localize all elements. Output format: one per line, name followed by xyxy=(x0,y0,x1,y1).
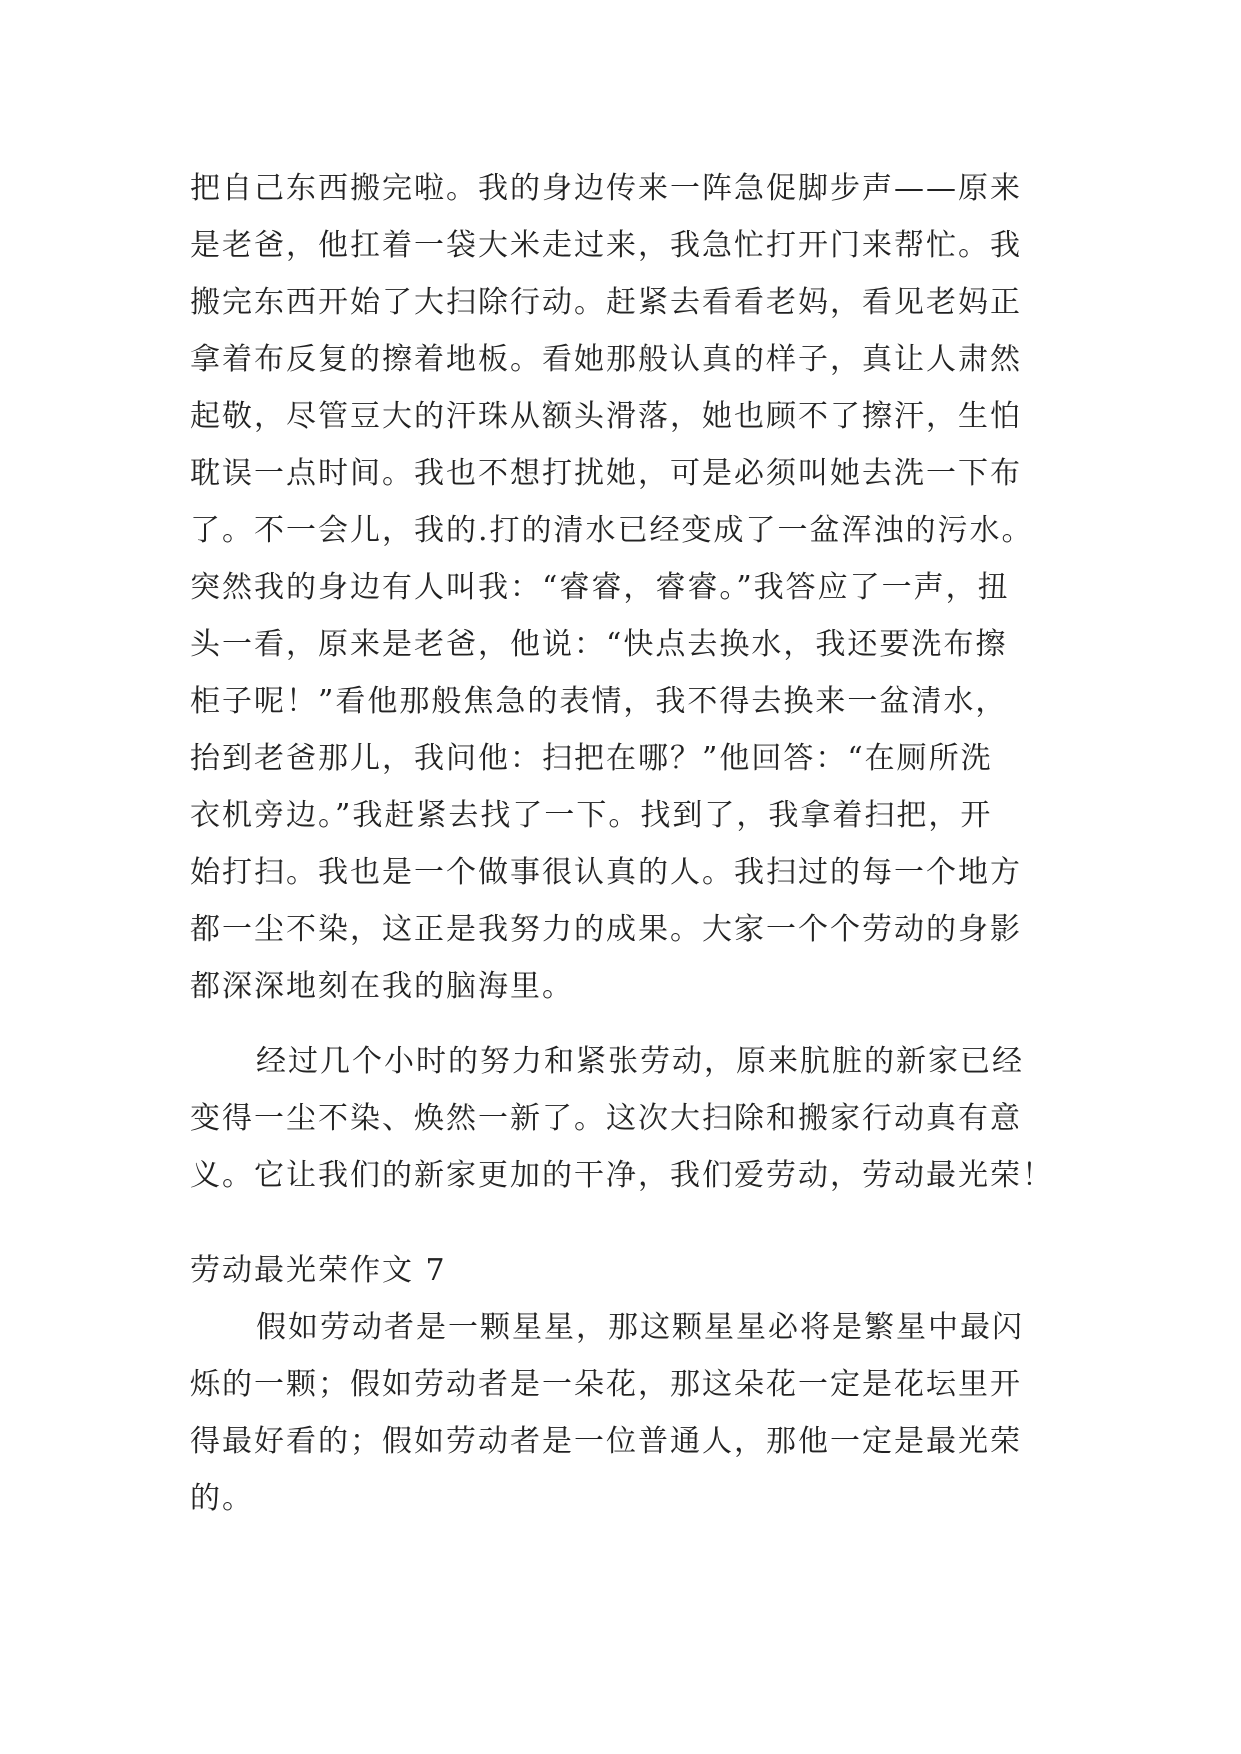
paragraph-line: 都深深地刻在我的脑海里。 xyxy=(190,969,574,1004)
paragraph-line: 是老爸，他扛着一袋大米走过来，我急忙打开门来帮忙。我 xyxy=(190,228,1022,263)
paragraph-line: 烁的一颗；假如劳动者是一朵花，那这朵花一定是花坛里开 xyxy=(190,1367,1022,1402)
paragraph-line: 衣机旁边。”我赶紧去找了一下。找到了，我拿着扫把，开 xyxy=(190,798,993,833)
paragraph-line: 变得一尘不染、焕然一新了。这次大扫除和搬家行动真有意 xyxy=(190,1101,1022,1136)
paragraph-line: 起敬，尽管豆大的汗珠从额头滑落，她也顾不了擦汗，生怕 xyxy=(190,399,1022,434)
paragraph-line: 了。不一会儿，我的.打的清水已经变成了一盆浑浊的污水。 xyxy=(190,513,1034,548)
paragraph-line: 拿着布反复的擦着地板。看她那般认真的样子，真让人肃然 xyxy=(190,342,1022,377)
section-heading xyxy=(190,1242,1070,1299)
paragraph-line: 始打扫。我也是一个做事很认真的人。我扫过的每一个地方 xyxy=(190,855,1022,890)
paragraph-line: 耽误一点时间。我也不想打扰她，可是必须叫她去洗一下布 xyxy=(190,456,1022,491)
paragraph-line: 得最好看的；假如劳动者是一位普通人，那他一定是最光荣 xyxy=(190,1424,1022,1459)
paragraph-line: 的。 xyxy=(190,1481,254,1516)
paragraph-3 xyxy=(190,1299,1070,1527)
paragraph-1 xyxy=(190,160,1070,1015)
paragraph-line: 柜子呢！”看他那般焦急的表情，我不得去换来一盆清水， xyxy=(190,684,1008,719)
paragraph-line: 都一尘不染，这正是我努力的成果。大家一个个劳动的身影 xyxy=(190,912,1022,947)
paragraph-line: 突然我的身边有人叫我：“睿睿，睿睿。”我答应了一声，扭 xyxy=(190,570,1010,605)
paragraph-line: 头一看，原来是老爸，他说：“快点去换水，我还要洗布擦 xyxy=(190,627,1008,662)
paragraph-line: 经过几个小时的努力和紧张劳动，原来肮脏的新家已经 xyxy=(256,1044,1024,1079)
paragraph-2 xyxy=(190,1033,1070,1204)
paragraph-line: 假如劳动者是一颗星星，那这颗星星必将是繁星中最闪 xyxy=(256,1310,1024,1345)
paragraph-line: 抬到老爸那儿，我问他：扫把在哪？”他回答：“在厕所洗 xyxy=(190,741,993,776)
paragraph-line: 搬完东西开始了大扫除行动。赶紧去看看老妈，看见老妈正 xyxy=(190,285,1022,320)
paragraph-line: 义。它让我们的新家更加的干净，我们爱劳动，劳动最光荣！ xyxy=(190,1158,1054,1193)
section-heading-text: 劳动最光荣作文 7 xyxy=(190,1253,447,1288)
paragraph-line: 把自己东西搬完啦。我的身边传来一阵急促脚步声——原来 xyxy=(190,171,1022,206)
